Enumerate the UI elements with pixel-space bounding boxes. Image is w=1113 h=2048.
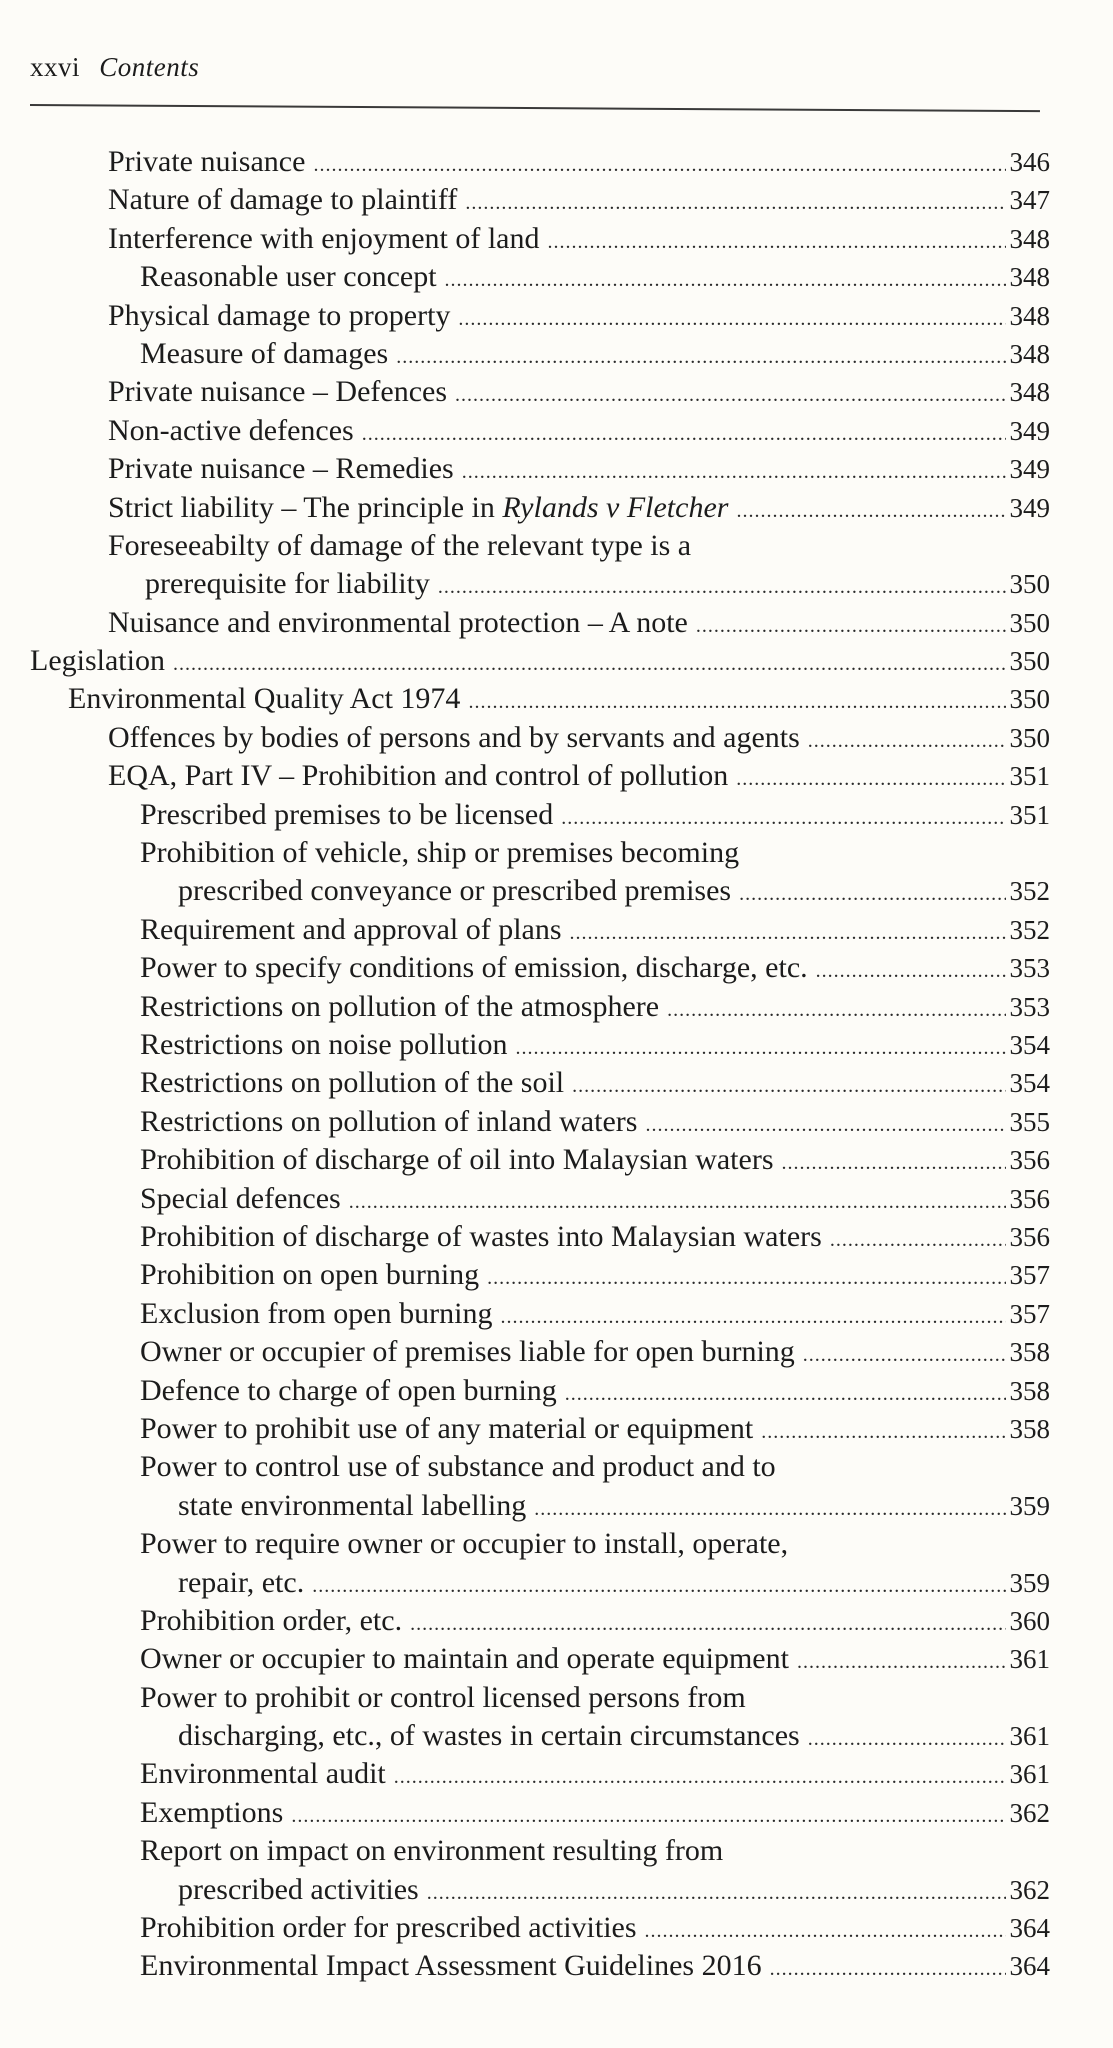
toc-entry <box>0 1410 1113 1448</box>
running-title: Contents <box>99 52 200 82</box>
toc-entry-title: Private nuisance <box>108 145 306 178</box>
toc-entry-title: Nuisance and environmental protection – A note <box>108 605 688 639</box>
toc-page-number: 350 <box>1009 646 1050 677</box>
toc-entry-title: Prohibition of discharge of wastes into Malaysian waters <box>140 1219 822 1253</box>
toc-entry-title: Physical damage to property <box>108 298 451 332</box>
dot-leader <box>349 1183 1006 1221</box>
toc-entry-title: Restrictions on pollution of inland waters <box>140 1104 638 1138</box>
toc-page-number: 357 <box>1009 1298 1050 1329</box>
toc-page-number: 361 <box>1009 1759 1050 1790</box>
dot-leader <box>468 683 1005 721</box>
toc-entry <box>0 796 1113 834</box>
dot-leader <box>645 1106 1005 1144</box>
toc-entry-title: Private nuisance – Remedies <box>108 452 454 486</box>
toc-entry <box>0 949 1113 987</box>
dot-leader <box>547 223 1005 261</box>
toc-page-number: 350 <box>1009 569 1050 600</box>
dot-leader <box>645 1912 1006 1950</box>
toc-entry <box>0 143 1113 181</box>
dot-leader <box>808 722 1006 760</box>
toc-page-number: 359 <box>1009 1490 1050 1521</box>
toc-page-number: 349 <box>1009 454 1050 485</box>
toc-entry <box>0 258 1113 296</box>
toc-entry <box>0 1295 1113 1333</box>
toc-page-number: 348 <box>1009 300 1050 331</box>
dot-leader <box>500 1298 1005 1336</box>
dot-leader <box>427 1874 1006 1912</box>
dot-leader <box>396 338 1005 376</box>
page-header <box>30 52 199 83</box>
toc-entry <box>0 1218 1113 1256</box>
toc-page-number: 351 <box>1009 761 1050 792</box>
dot-leader <box>458 300 1005 338</box>
toc-entry-title: Prohibition of vehicle, ship or premises becoming <box>140 836 740 870</box>
toc-page-number: 358 <box>1009 1413 1050 1444</box>
toc-entry <box>0 527 1113 604</box>
toc-entry-title: EQA, Part IV – Prohibition and control of pollution <box>108 759 729 793</box>
toc-page-number: 362 <box>1009 1797 1050 1828</box>
toc-page-number: 356 <box>1009 1183 1050 1214</box>
toc-page-number: 350 <box>1009 607 1050 638</box>
toc-page-number: 348 <box>1009 223 1050 254</box>
toc-page-number: 351 <box>1009 799 1050 830</box>
dot-leader <box>313 146 1005 184</box>
toc-entry-title: Environmental Impact Assessment Guidelines 2016 <box>140 1949 762 1983</box>
toc-page-number: 364 <box>1009 1951 1050 1982</box>
toc-entry <box>0 1256 1113 1294</box>
toc-entry-title: Foreseeabilty of damage of the relevant type is a <box>108 528 692 562</box>
toc-page-number: 358 <box>1009 1337 1050 1368</box>
toc-entry <box>0 1602 1113 1640</box>
toc-entry-continuation: prerequisite for liability <box>145 567 430 601</box>
dot-leader <box>808 1720 1006 1758</box>
toc-entry <box>0 1909 1113 1947</box>
toc-page-number: 361 <box>1009 1721 1050 1752</box>
toc-entry <box>0 719 1113 757</box>
toc-page-number: 350 <box>1009 684 1050 715</box>
toc-page-number: 350 <box>1009 722 1050 753</box>
toc-page-number: 362 <box>1009 1874 1050 1905</box>
dot-leader <box>736 760 1005 798</box>
toc-entry-title: Restrictions on pollution of the atmosphere <box>140 989 660 1023</box>
toc-page-number: 354 <box>1009 1068 1050 1099</box>
dot-leader <box>312 1567 1005 1605</box>
toc-entry <box>0 834 1113 911</box>
toc-page-number: 353 <box>1009 953 1050 984</box>
toc-entry-title: Exemptions <box>140 1795 284 1829</box>
toc-entry <box>0 1372 1113 1410</box>
dot-leader <box>462 453 1006 491</box>
toc-entry-title: Reasonable user concept <box>140 260 437 294</box>
toc-entry-title: Power to prohibit or control licensed persons from <box>140 1680 746 1714</box>
toc-page-number: 356 <box>1009 1221 1050 1252</box>
toc-entry-continuation: state environmental labelling <box>178 1488 527 1522</box>
toc-entry <box>0 1525 1113 1602</box>
dot-leader <box>561 799 1005 837</box>
toc-entry <box>0 181 1113 219</box>
toc-page-number: 349 <box>1009 492 1050 523</box>
toc-entry-continuation: prescribed activities <box>178 1872 419 1906</box>
dot-leader <box>394 1758 1006 1796</box>
toc-page-number: 361 <box>1009 1644 1050 1675</box>
toc-entry <box>0 489 1113 527</box>
toc-entry <box>0 1026 1113 1064</box>
toc-entry-title: Power to specify conditions of emission, discharge, etc. <box>140 951 808 985</box>
dot-leader <box>565 1375 1006 1413</box>
toc-entry-title: Owner or occupier to maintain and operate equipment <box>140 1642 789 1676</box>
dot-leader <box>534 1490 1005 1528</box>
dot-leader <box>410 1605 1005 1643</box>
dot-leader <box>667 991 1005 1029</box>
toc-entry-title: Requirement and approval of plans <box>140 912 562 946</box>
toc-entry-title: Strict liability – The principle in Rylands v Fletcher <box>108 490 729 524</box>
toc-page-number: 347 <box>1009 185 1050 216</box>
dot-leader <box>572 1067 1005 1105</box>
toc-page-number: 359 <box>1009 1567 1050 1598</box>
toc-entry <box>0 680 1113 718</box>
toc-page-number: 352 <box>1009 876 1050 907</box>
dot-leader <box>830 1221 1006 1259</box>
toc-entry-title: Nature of damage to plaintiff <box>108 183 458 217</box>
toc-entry-continuation: prescribed conveyance or prescribed premises <box>178 874 732 908</box>
dot-leader <box>438 568 1006 606</box>
toc-entry-title: Power to prohibit use of any material or equipment <box>140 1411 754 1445</box>
toc-entry <box>0 911 1113 949</box>
toc-entry-title: Restrictions on noise pollution <box>140 1028 508 1062</box>
toc-entry-title: Private nuisance – Defences <box>108 375 448 409</box>
toc-entry-title: Measure of damages <box>140 336 389 370</box>
toc-entry-title: Prohibition order for prescribed activities <box>140 1911 637 1945</box>
toc-entry <box>0 373 1113 411</box>
toc-entry <box>0 1141 1113 1179</box>
dot-leader <box>173 645 1006 683</box>
toc-entry <box>0 412 1113 450</box>
dot-leader <box>797 1643 1006 1681</box>
dot-leader <box>455 376 1005 414</box>
toc-entry-title: Exclusion from open burning <box>140 1296 493 1330</box>
dot-leader <box>570 914 1006 952</box>
toc-entry-title: Prohibition order, etc. <box>140 1603 403 1637</box>
toc-entry-title: Prohibition on open burning <box>140 1258 480 1292</box>
page-number: xxvi <box>30 52 81 82</box>
toc-entry-title: Defence to charge of open burning <box>140 1373 557 1407</box>
dot-leader <box>736 492 1005 530</box>
toc-page-number: 358 <box>1009 1375 1050 1406</box>
toc-entry-title: Restrictions on pollution of the soil <box>140 1066 565 1100</box>
toc-page-number: 348 <box>1009 377 1050 408</box>
toc-page-number: 354 <box>1009 1030 1050 1061</box>
toc-entry <box>0 1064 1113 1102</box>
toc-entry <box>0 450 1113 488</box>
dot-leader <box>362 415 1006 453</box>
dot-leader <box>445 261 1006 299</box>
toc-page-number: 355 <box>1009 1106 1050 1137</box>
toc-entry-title: Power to require owner or occupier to install, operate, <box>140 1527 789 1561</box>
toc-entry-title: Power to control use of substance and product and to <box>140 1450 776 1484</box>
toc-entry <box>0 988 1113 1026</box>
dot-leader <box>696 607 1006 645</box>
toc-entry-title: Environmental audit <box>140 1757 386 1791</box>
toc-entry-title: Offences by bodies of persons and by servants and agents <box>108 720 800 754</box>
toc-page-number: 352 <box>1009 914 1050 945</box>
dot-leader <box>761 1413 1005 1451</box>
toc-entry <box>0 220 1113 258</box>
toc-page-number: 348 <box>1009 338 1050 369</box>
toc-page-number: 346 <box>1009 147 1050 177</box>
toc-entry <box>0 604 1113 642</box>
toc-entry-title: Prescribed premises to be licensed <box>140 797 554 831</box>
toc-entry <box>0 1755 1113 1793</box>
toc-entry <box>0 1832 1113 1909</box>
toc-entry-title: Report on impact on environment resulting from <box>140 1834 724 1868</box>
dot-leader <box>291 1797 1005 1835</box>
toc-page-number: 360 <box>1009 1605 1050 1636</box>
toc-page-number: 356 <box>1009 1145 1050 1176</box>
table-of-contents <box>0 143 1113 1986</box>
toc-entry <box>0 1103 1113 1141</box>
toc-entry-title: Owner or occupier of premises liable for open burning <box>140 1335 795 1369</box>
dot-leader <box>516 1029 1006 1067</box>
toc-entry-continuation: repair, etc. <box>178 1565 305 1599</box>
toc-entry <box>0 757 1113 795</box>
dot-leader <box>803 1336 1006 1374</box>
toc-entry <box>0 1333 1113 1371</box>
toc-entry-continuation: discharging, etc., of wastes in certain circumstances <box>178 1719 800 1753</box>
toc-entry-title: Special defences <box>140 1181 341 1215</box>
toc-entry-title: Prohibition of discharge of oil into Malaysian waters <box>140 1143 774 1177</box>
toc-entry <box>0 1180 1113 1218</box>
toc-entry <box>0 1679 1113 1756</box>
toc-entry-title: Environmental Quality Act 1974 <box>68 682 461 716</box>
toc-entry <box>0 335 1113 373</box>
header-rule <box>30 104 1040 112</box>
toc-page-number: 349 <box>1009 415 1050 446</box>
toc-entry <box>0 642 1113 680</box>
toc-entry-title: Legislation <box>30 644 165 678</box>
toc-entry-case-name: Rylands v Fletcher <box>502 490 729 524</box>
toc-entry <box>0 1947 1113 1985</box>
dot-leader <box>487 1259 1005 1297</box>
toc-entry <box>0 1448 1113 1525</box>
toc-page-number: 348 <box>1009 262 1050 293</box>
toc-entry-title: Non-active defences <box>108 413 354 447</box>
toc-page-number: 353 <box>1009 991 1050 1022</box>
toc-entry <box>0 1640 1113 1678</box>
dot-leader <box>782 1144 1006 1182</box>
toc-entry <box>0 297 1113 335</box>
toc-page-number: 357 <box>1009 1260 1050 1291</box>
toc-entry-title: Interference with enjoyment of land <box>108 221 540 255</box>
dot-leader <box>465 184 1005 222</box>
toc-page-number: 364 <box>1009 1913 1050 1944</box>
dot-leader <box>816 952 1006 990</box>
dot-leader <box>739 875 1005 913</box>
toc-entry <box>0 1794 1113 1832</box>
dot-leader <box>770 1950 1006 1988</box>
